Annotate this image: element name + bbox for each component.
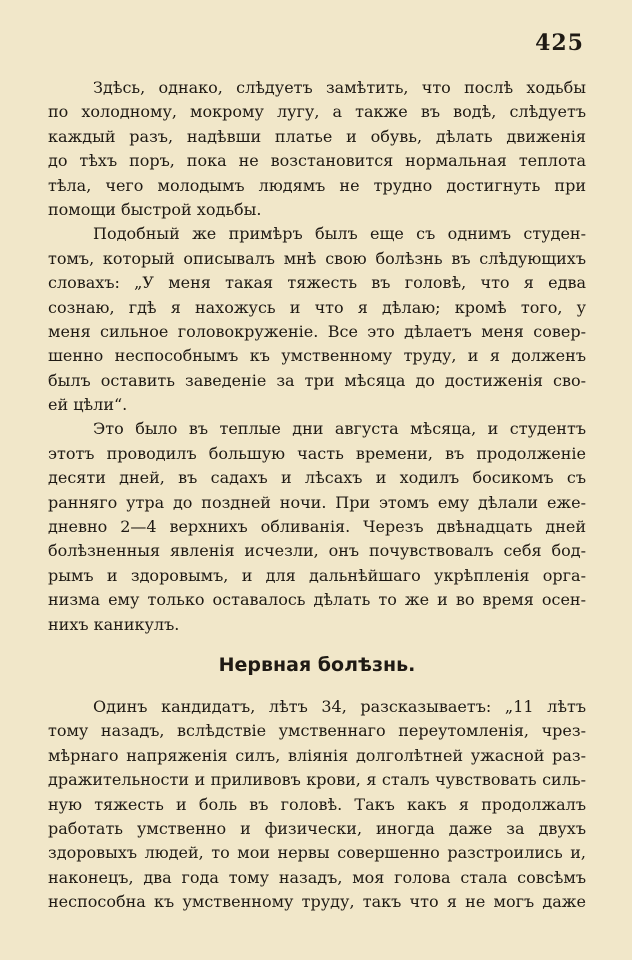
text-line: словахъ: „У меня такая тяжесть въ головѣ, что я едва (48, 273, 586, 293)
text-line: нихъ каникулъ. (48, 614, 180, 634)
text-line: дражительности и приливовъ крови, я сталъ чувствовать силь- (48, 770, 586, 790)
text-line: Здѣсь, однако, слѣдуетъ замѣтить, что послѣ ходьбы (93, 78, 586, 97)
text-line: помощи быстрой ходьбы. (48, 199, 262, 219)
text-line: неспособна къ умственному труду, такъ что я не могъ даже (48, 892, 586, 912)
text-line: тѣла, чего молодымъ людямъ не трудно достигнуть при (48, 175, 586, 195)
paragraph-2 (48, 222, 586, 417)
text-line: шенно неспособнымъ къ умственному труду, и я долженъ (48, 346, 586, 366)
text-line: ную тяжесть и боль въ головѣ. Такъ какъ я продолжалъ (48, 794, 586, 814)
text-line: Подобный же примѣръ былъ еще съ однимъ студен- (93, 224, 586, 244)
text-line: ей цѣли“. (48, 395, 128, 415)
paragraph-3 (48, 417, 586, 637)
paragraph-4 (48, 695, 586, 915)
text-line: Одинъ кандидатъ, лѣтъ 34, разсказываетъ: „11 лѣтъ (93, 696, 586, 716)
text-line: каждый разъ, надѣвши платье и обувь, дѣлать движенія (48, 126, 586, 146)
paragraph-1 (48, 76, 586, 222)
text-line: наконецъ, два года тому назадъ, моя голова стала совсѣмъ (48, 867, 586, 887)
text-line: ранняго утра до поздней ночи. При этомъ ему дѣлали еже- (48, 492, 586, 512)
page-number: 425 (535, 30, 584, 56)
text-line: здоровыхъ людей, то мои нервы совершенно разстроились и, (48, 843, 586, 863)
text-line: этотъ проводилъ большую часть времени, въ продолженіе (48, 443, 586, 463)
text-line: работать умственно и физически, иногда даже за двухъ (48, 818, 586, 838)
text-line: болѣзненныя явленія исчезли, онъ почувствовалъ себя бод- (48, 541, 586, 561)
text-line: меня сильное головокруженіе. Все это дѣлаетъ меня совер- (48, 321, 586, 341)
text-line: сознаю, гдѣ я нахожусь и что я дѣлаю; кромѣ того, у (48, 297, 586, 317)
text-line: томъ, который описывалъ мнѣ свою болѣзнь въ слѣдующихъ (48, 248, 586, 268)
section-heading: Нервная болѣзнь. (218, 653, 416, 676)
text-line: рымъ и здоровымъ, и для дальнѣйшаго укрѣпленія орга- (48, 565, 586, 585)
text-line: тому назадъ, вслѣдствіе умственнаго переутомленія, чрез- (48, 721, 586, 741)
text-line: Это было въ теплые дни августа мѣсяца, и студентъ (93, 419, 586, 439)
text-line: мѣрнаго напряженія силъ, вліянія долголѣтней ужасной раз- (48, 745, 586, 765)
text-line: по холодному, мокрому лугу, а также въ водѣ, слѣдуетъ (48, 102, 586, 122)
body-text (48, 76, 586, 915)
text-line: до тѣхъ поръ, пока не возстановится нормальная теплота (48, 151, 586, 171)
text-line: низма ему только оставалось дѣлать то же и во время осен- (48, 590, 586, 610)
text-line: дневно 2—4 верхнихъ обливанія. Черезъ двѣнадцать дней (48, 517, 586, 537)
text-line: десяти дней, въ садахъ и лѣсахъ и ходилъ босикомъ съ (48, 468, 586, 488)
text-line: былъ оставить заведеніе за три мѣсяца до достиженія сво- (48, 370, 586, 390)
